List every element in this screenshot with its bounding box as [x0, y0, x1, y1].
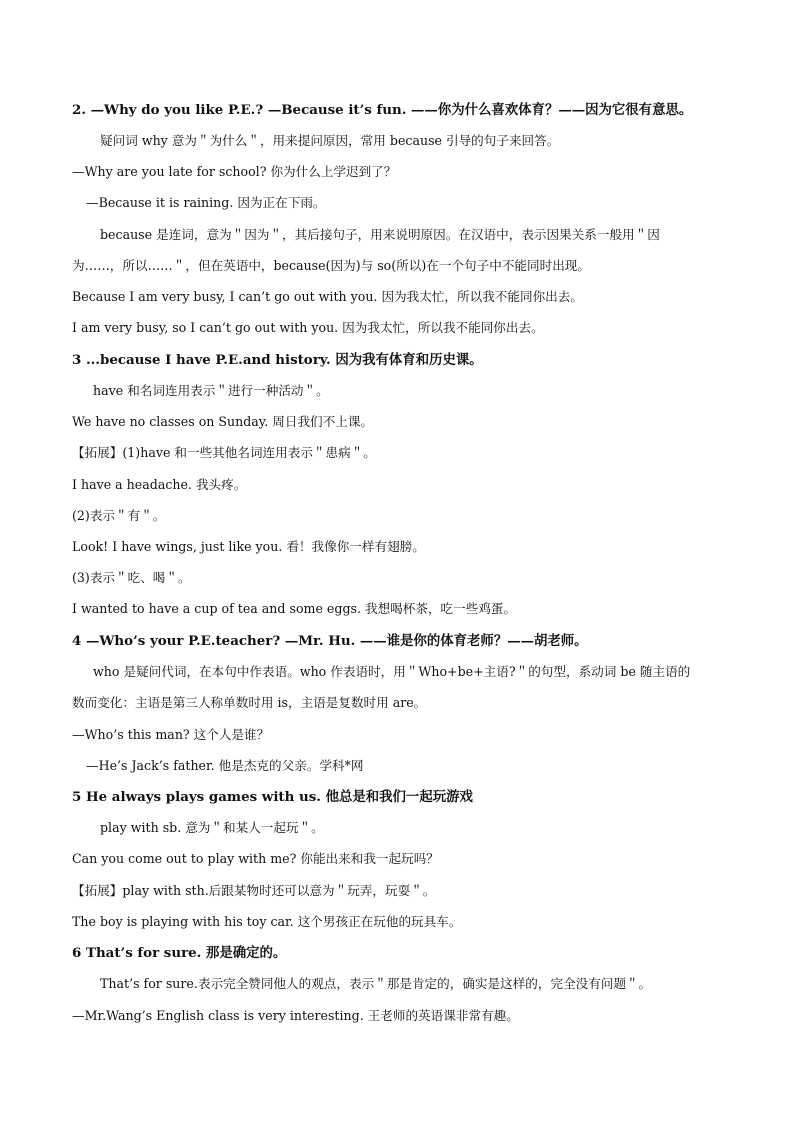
example-line: —Because it is raining. 因为正在下雨。 [86, 195, 326, 210]
example-line: Look! I have wings, just like you. 看！我像你一样有翅膀。 [72, 539, 425, 554]
example-line: —Mr.Wang’s English class is very interesting. 王老师的英语课非常有趣。 [72, 1008, 519, 1023]
section-4-heading: 4 —Who’s your P.E.teacher? —Mr. Hu. ——谁是你的体育老师？——胡老师。 [72, 633, 588, 649]
paragraph-line: play with sb. 意为＂和某人一起玩＂。 [100, 820, 324, 835]
paragraph-line: 为……，所以……＂，但在英语中，because(因为)与 so(所以)在一个句子中不能同时出现。 [72, 258, 590, 273]
example-line: Can you come out to play with me? 你能出来和我一起玩吗？ [72, 851, 439, 866]
paragraph-line: 数而变化：主语是第三人称单数时用 is，主语是复数时用 are。 [72, 695, 427, 710]
section-2-heading: 2. —Why do you like P.E.? —Because it’s fun. ——你为什么喜欢体育？——因为它很有意思。 [72, 102, 693, 118]
extension-line: (2)表示＂有＂。 [72, 508, 166, 523]
extension-line: 【拓展】(1)have 和一些其他名词连用表示＂患病＂。 [72, 445, 376, 460]
section-3-heading: 3 ...because I have P.E.and history. 因为我有体育和历史课。 [72, 352, 483, 368]
paragraph-line: have 和名词连用表示＂进行一种活动＂。 [93, 383, 329, 398]
example-line: The boy is playing with his toy car. 这个男孩正在玩他的玩具车。 [72, 914, 462, 929]
paragraph-line: because 是连词，意为＂因为＂，其后接句子，用来说明原因。在汉语中，表示因果关系一般用＂因 [100, 227, 660, 242]
example-line: I have a headache. 我头疼。 [72, 477, 247, 492]
example-line: —He’s Jack’s father. 他是杰克的父亲。学科*网 [86, 758, 364, 773]
extension-line: (3)表示＂吃、喝＂。 [72, 570, 191, 585]
example-line: —Why are you late for school? 你为什么上学迟到了？ [72, 164, 397, 179]
extension-line: 【拓展】play with sth.后跟某物时还可以意为＂玩弄，玩耍＂。 [72, 883, 436, 898]
example-line: Because I am very busy, I can’t go out with you. 因为我太忙，所以我不能同你出去。 [72, 289, 583, 304]
section-6-heading: 6 That’s for sure. 那是确定的。 [72, 945, 287, 961]
paragraph-line: That’s for sure.表示完全赞同他人的观点，表示＂那是肯定的，确实是这样的，完全没有问题＂。 [100, 976, 652, 991]
example-line: I am very busy, so I can’t go out with you. 因为我太忙，所以我不能同你出去。 [72, 320, 544, 335]
paragraph-line: 疑问词 why 意为＂为什么＂，用来提问原因，常用 because 引导的句子来回答。 [100, 133, 560, 148]
paragraph-line: who 是疑问代词，在本句中作表语。who 作表语时，用＂Who+be+主语?＂的句型，系动词 be 随主语的 [93, 664, 691, 679]
example-line: I wanted to have a cup of tea and some eggs. 我想喝杯茶，吃一些鸡蛋。 [72, 601, 517, 616]
example-line: —Who’s this man? 这个人是谁？ [72, 727, 270, 742]
section-5-heading: 5 He always plays games with us. 他总是和我们一起玩游戏 [72, 789, 473, 805]
example-line: We have no classes on Sunday. 周日我们不上课。 [72, 414, 374, 429]
